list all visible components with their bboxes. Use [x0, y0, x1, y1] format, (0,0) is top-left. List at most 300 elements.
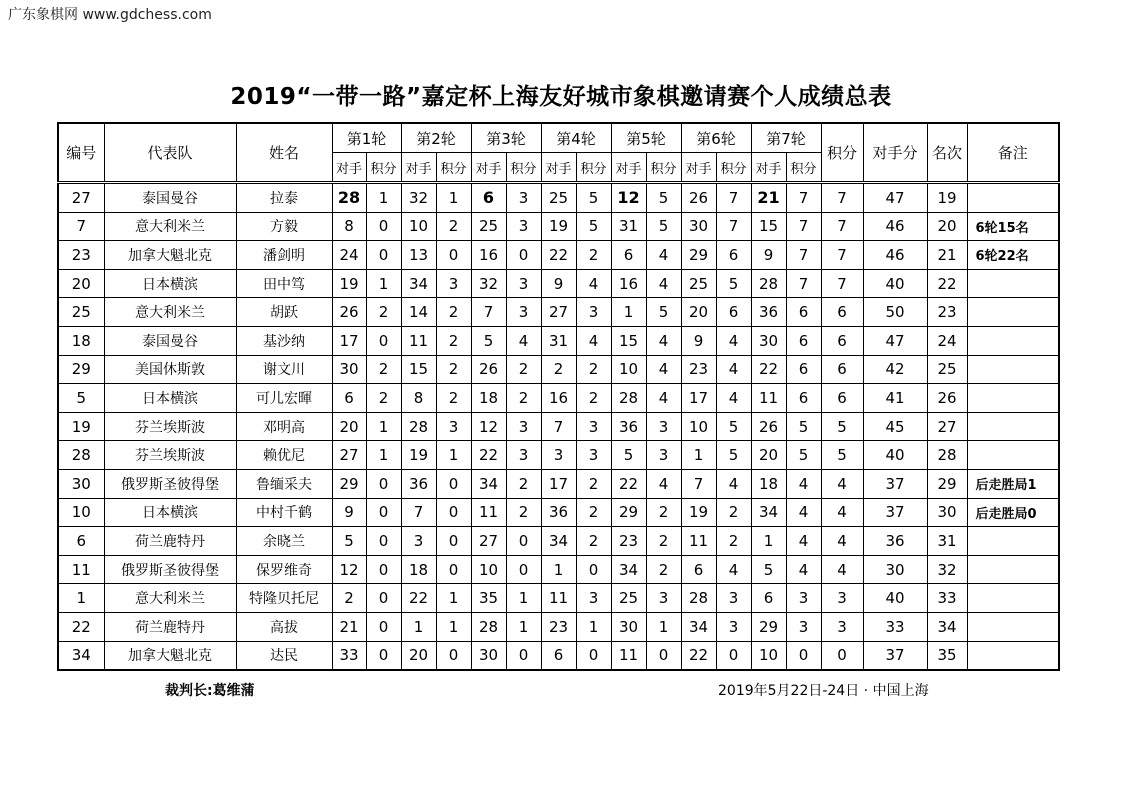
team-name: 俄罗斯圣彼得堡	[104, 555, 236, 584]
round-1-opponent: 5	[332, 527, 366, 556]
rank: 29	[927, 469, 967, 498]
total-points: 5	[821, 412, 863, 441]
round-1-points: 0	[366, 469, 401, 498]
round-3-opponent: 27	[471, 527, 506, 556]
round-5-opponent: 25	[611, 584, 646, 613]
round-3-opponent: 22	[471, 441, 506, 470]
header-pts-r7: 积分	[786, 153, 821, 183]
round-6-points: 6	[716, 298, 751, 327]
round-1-points: 0	[366, 212, 401, 241]
round-6-opponent: 6	[681, 555, 716, 584]
rank: 31	[927, 527, 967, 556]
round-6-points: 0	[716, 641, 751, 670]
team-name: 美国休斯敦	[104, 355, 236, 384]
round-3-opponent: 30	[471, 641, 506, 670]
total-points: 0	[821, 641, 863, 670]
round-2-opponent: 19	[401, 441, 436, 470]
table-row	[58, 441, 1059, 470]
rank: 26	[927, 384, 967, 413]
round-7-opponent: 30	[751, 326, 786, 355]
round-3-opponent: 5	[471, 326, 506, 355]
table-row	[58, 498, 1059, 527]
opponent-score: 46	[863, 241, 927, 270]
total-points: 7	[821, 212, 863, 241]
total-points: 5	[821, 441, 863, 470]
round-7-points: 4	[786, 555, 821, 584]
round-4-opponent: 3	[541, 441, 576, 470]
table-row	[58, 183, 1059, 213]
round-2-opponent: 15	[401, 355, 436, 384]
round-5-opponent: 16	[611, 269, 646, 298]
team-name: 泰国曼谷	[104, 183, 236, 213]
player-no: 22	[58, 612, 104, 641]
round-1-opponent: 26	[332, 298, 366, 327]
round-6-opponent: 10	[681, 412, 716, 441]
round-7-points: 4	[786, 469, 821, 498]
round-7-opponent: 9	[751, 241, 786, 270]
round-6-points: 6	[716, 241, 751, 270]
round-1-points: 1	[366, 441, 401, 470]
player-name: 中村千鹤	[236, 498, 332, 527]
results-table	[57, 122, 1060, 671]
table-row	[58, 298, 1059, 327]
round-6-opponent: 20	[681, 298, 716, 327]
round-7-opponent: 5	[751, 555, 786, 584]
round-5-opponent: 22	[611, 469, 646, 498]
round-2-opponent: 1	[401, 612, 436, 641]
round-1-opponent: 27	[332, 441, 366, 470]
team-name: 加拿大魁北克	[104, 241, 236, 270]
round-2-opponent: 11	[401, 326, 436, 355]
round-6-points: 7	[716, 212, 751, 241]
total-points: 4	[821, 555, 863, 584]
round-1-opponent: 2	[332, 584, 366, 613]
note	[967, 326, 1059, 355]
round-6-points: 5	[716, 441, 751, 470]
player-no: 5	[58, 384, 104, 413]
round-2-opponent: 7	[401, 498, 436, 527]
player-no: 29	[58, 355, 104, 384]
round-2-opponent: 22	[401, 584, 436, 613]
round-1-points: 2	[366, 355, 401, 384]
player-name: 潘剑明	[236, 241, 332, 270]
header-opp-r1: 对手	[332, 153, 366, 183]
round-2-points: 1	[436, 183, 471, 213]
total-points: 4	[821, 469, 863, 498]
opponent-score: 42	[863, 355, 927, 384]
round-7-points: 4	[786, 498, 821, 527]
note	[967, 584, 1059, 613]
round-5-points: 1	[646, 612, 681, 641]
round-2-points: 2	[436, 384, 471, 413]
round-7-opponent: 10	[751, 641, 786, 670]
rank: 25	[927, 355, 967, 384]
round-3-opponent: 18	[471, 384, 506, 413]
round-4-opponent: 16	[541, 384, 576, 413]
round-6-opponent: 1	[681, 441, 716, 470]
round-4-points: 3	[576, 441, 611, 470]
round-1-opponent: 29	[332, 469, 366, 498]
round-6-opponent: 9	[681, 326, 716, 355]
round-3-points: 3	[506, 412, 541, 441]
round-5-opponent: 15	[611, 326, 646, 355]
note	[967, 183, 1059, 213]
round-1-points: 1	[366, 412, 401, 441]
round-4-opponent: 27	[541, 298, 576, 327]
round-7-opponent: 18	[751, 469, 786, 498]
header-pts-r2: 积分	[436, 153, 471, 183]
note: 6轮22名	[967, 241, 1059, 270]
round-3-opponent: 28	[471, 612, 506, 641]
total-points: 4	[821, 527, 863, 556]
round-2-opponent: 32	[401, 183, 436, 213]
player-name: 特隆贝托尼	[236, 584, 332, 613]
round-2-points: 2	[436, 326, 471, 355]
site-watermark: 广东象棋网 www.gdchess.com	[8, 7, 212, 23]
round-4-points: 2	[576, 469, 611, 498]
round-6-opponent: 7	[681, 469, 716, 498]
rank: 28	[927, 441, 967, 470]
round-4-points: 1	[576, 612, 611, 641]
round-1-points: 1	[366, 269, 401, 298]
note: 6轮15名	[967, 212, 1059, 241]
round-4-points: 5	[576, 183, 611, 213]
header-rank: 名次	[927, 123, 967, 183]
team-name: 荷兰鹿特丹	[104, 612, 236, 641]
note	[967, 298, 1059, 327]
round-5-opponent: 28	[611, 384, 646, 413]
round-6-points: 4	[716, 326, 751, 355]
table-row	[58, 412, 1059, 441]
round-2-points: 2	[436, 298, 471, 327]
note: 后走胜局0	[967, 498, 1059, 527]
round-5-opponent: 29	[611, 498, 646, 527]
player-name: 达民	[236, 641, 332, 670]
round-5-points: 0	[646, 641, 681, 670]
opponent-score: 37	[863, 641, 927, 670]
total-points: 7	[821, 269, 863, 298]
header-no: 编号	[58, 123, 104, 183]
player-no: 18	[58, 326, 104, 355]
round-1-opponent: 24	[332, 241, 366, 270]
round-5-opponent: 31	[611, 212, 646, 241]
round-2-points: 0	[436, 555, 471, 584]
header-round-7: 第7轮	[751, 123, 821, 153]
round-5-points: 5	[646, 183, 681, 213]
round-1-points: 0	[366, 527, 401, 556]
total-points: 6	[821, 298, 863, 327]
header-round-6: 第6轮	[681, 123, 751, 153]
round-2-opponent: 14	[401, 298, 436, 327]
player-name: 高拔	[236, 612, 332, 641]
player-no: 23	[58, 241, 104, 270]
note	[967, 355, 1059, 384]
player-name: 邓明高	[236, 412, 332, 441]
round-1-points: 0	[366, 584, 401, 613]
round-7-opponent: 28	[751, 269, 786, 298]
round-5-points: 2	[646, 555, 681, 584]
round-2-opponent: 20	[401, 641, 436, 670]
rank: 34	[927, 612, 967, 641]
opponent-score: 36	[863, 527, 927, 556]
round-5-opponent: 23	[611, 527, 646, 556]
round-7-opponent: 26	[751, 412, 786, 441]
round-6-points: 7	[716, 183, 751, 213]
round-4-points: 2	[576, 498, 611, 527]
round-4-points: 4	[576, 269, 611, 298]
round-4-opponent: 9	[541, 269, 576, 298]
round-6-points: 3	[716, 584, 751, 613]
rank: 20	[927, 212, 967, 241]
round-3-points: 0	[506, 241, 541, 270]
round-2-opponent: 34	[401, 269, 436, 298]
round-4-opponent: 1	[541, 555, 576, 584]
round-2-points: 3	[436, 412, 471, 441]
opponent-score: 47	[863, 326, 927, 355]
player-no: 34	[58, 641, 104, 670]
round-4-points: 3	[576, 412, 611, 441]
round-6-opponent: 29	[681, 241, 716, 270]
round-5-points: 3	[646, 412, 681, 441]
round-4-points: 2	[576, 355, 611, 384]
round-2-opponent: 28	[401, 412, 436, 441]
round-4-opponent: 34	[541, 527, 576, 556]
round-4-opponent: 31	[541, 326, 576, 355]
table-row	[58, 555, 1059, 584]
rank: 27	[927, 412, 967, 441]
player-no: 30	[58, 469, 104, 498]
header-opp-r4: 对手	[541, 153, 576, 183]
round-3-points: 0	[506, 641, 541, 670]
round-1-opponent: 8	[332, 212, 366, 241]
round-3-points: 3	[506, 441, 541, 470]
round-2-opponent: 10	[401, 212, 436, 241]
opponent-score: 37	[863, 498, 927, 527]
round-6-opponent: 11	[681, 527, 716, 556]
round-1-opponent: 12	[332, 555, 366, 584]
round-3-opponent: 11	[471, 498, 506, 527]
round-4-points: 4	[576, 326, 611, 355]
round-4-opponent: 22	[541, 241, 576, 270]
round-4-opponent: 23	[541, 612, 576, 641]
round-5-opponent: 11	[611, 641, 646, 670]
round-1-points: 0	[366, 641, 401, 670]
round-2-points: 3	[436, 269, 471, 298]
table-row	[58, 355, 1059, 384]
round-6-opponent: 34	[681, 612, 716, 641]
team-name: 日本横滨	[104, 384, 236, 413]
total-points: 4	[821, 498, 863, 527]
round-7-points: 4	[786, 527, 821, 556]
round-5-opponent: 30	[611, 612, 646, 641]
player-name: 余晓兰	[236, 527, 332, 556]
total-points: 7	[821, 241, 863, 270]
opponent-score: 33	[863, 612, 927, 641]
round-4-opponent: 36	[541, 498, 576, 527]
rank: 22	[927, 269, 967, 298]
round-3-opponent: 35	[471, 584, 506, 613]
round-2-points: 2	[436, 212, 471, 241]
team-name: 意大利米兰	[104, 298, 236, 327]
round-6-opponent: 30	[681, 212, 716, 241]
round-1-opponent: 17	[332, 326, 366, 355]
round-1-opponent: 21	[332, 612, 366, 641]
round-2-opponent: 18	[401, 555, 436, 584]
round-5-points: 3	[646, 441, 681, 470]
round-1-opponent: 9	[332, 498, 366, 527]
round-4-points: 2	[576, 241, 611, 270]
table-row	[58, 641, 1059, 670]
round-6-opponent: 17	[681, 384, 716, 413]
rank: 33	[927, 584, 967, 613]
round-4-opponent: 2	[541, 355, 576, 384]
opponent-score: 47	[863, 183, 927, 213]
player-name: 胡跃	[236, 298, 332, 327]
note	[967, 527, 1059, 556]
round-5-points: 5	[646, 298, 681, 327]
round-4-points: 2	[576, 527, 611, 556]
player-name: 可儿宏暉	[236, 384, 332, 413]
header-round-4: 第4轮	[541, 123, 611, 153]
round-1-opponent: 28	[332, 183, 366, 213]
round-1-points: 0	[366, 612, 401, 641]
player-name: 鲁缅采夫	[236, 469, 332, 498]
note	[967, 269, 1059, 298]
round-2-points: 0	[436, 469, 471, 498]
round-1-opponent: 20	[332, 412, 366, 441]
round-7-points: 3	[786, 612, 821, 641]
round-6-points: 5	[716, 412, 751, 441]
round-7-points: 5	[786, 441, 821, 470]
player-no: 1	[58, 584, 104, 613]
round-3-points: 4	[506, 326, 541, 355]
header-round-5: 第5轮	[611, 123, 681, 153]
header-opp-r7: 对手	[751, 153, 786, 183]
round-6-points: 2	[716, 527, 751, 556]
header-name: 姓名	[236, 123, 332, 183]
round-6-points: 3	[716, 612, 751, 641]
round-3-opponent: 10	[471, 555, 506, 584]
player-no: 25	[58, 298, 104, 327]
header-opp-r2: 对手	[401, 153, 436, 183]
rank: 30	[927, 498, 967, 527]
opponent-score: 40	[863, 441, 927, 470]
round-1-points: 2	[366, 384, 401, 413]
round-1-opponent: 6	[332, 384, 366, 413]
opponent-score: 40	[863, 269, 927, 298]
round-3-points: 2	[506, 384, 541, 413]
note	[967, 384, 1059, 413]
player-no: 28	[58, 441, 104, 470]
round-2-opponent: 8	[401, 384, 436, 413]
round-4-points: 5	[576, 212, 611, 241]
round-6-opponent: 26	[681, 183, 716, 213]
round-7-opponent: 1	[751, 527, 786, 556]
round-5-points: 2	[646, 498, 681, 527]
team-name: 加拿大魁北克	[104, 641, 236, 670]
player-no: 20	[58, 269, 104, 298]
player-name: 田中笃	[236, 269, 332, 298]
round-1-points: 2	[366, 298, 401, 327]
round-6-opponent: 22	[681, 641, 716, 670]
rank: 21	[927, 241, 967, 270]
round-2-points: 0	[436, 527, 471, 556]
round-3-points: 0	[506, 527, 541, 556]
total-points: 7	[821, 183, 863, 213]
round-5-opponent: 5	[611, 441, 646, 470]
round-3-points: 1	[506, 584, 541, 613]
player-no: 7	[58, 212, 104, 241]
team-name: 意大利米兰	[104, 212, 236, 241]
team-name: 芬兰埃斯波	[104, 412, 236, 441]
referee-label: 裁判长:葛维蒲	[165, 683, 255, 699]
total-points: 6	[821, 355, 863, 384]
round-5-opponent: 34	[611, 555, 646, 584]
round-4-points: 2	[576, 384, 611, 413]
round-7-points: 6	[786, 298, 821, 327]
round-7-opponent: 21	[751, 183, 786, 213]
round-7-points: 6	[786, 355, 821, 384]
round-2-points: 1	[436, 612, 471, 641]
table-row	[58, 469, 1059, 498]
round-5-opponent: 12	[611, 183, 646, 213]
header-round-1: 第1轮	[332, 123, 401, 153]
header-total: 积分	[821, 123, 863, 183]
player-no: 6	[58, 527, 104, 556]
page-title: 2019“一带一路”嘉定杯上海友好城市象棋邀请赛个人成绩总表	[230, 84, 892, 110]
round-3-points: 2	[506, 355, 541, 384]
round-4-opponent: 25	[541, 183, 576, 213]
round-6-points: 5	[716, 269, 751, 298]
round-5-opponent: 1	[611, 298, 646, 327]
header-opp-r6: 对手	[681, 153, 716, 183]
round-5-opponent: 6	[611, 241, 646, 270]
team-name: 泰国曼谷	[104, 326, 236, 355]
round-2-opponent: 3	[401, 527, 436, 556]
round-6-points: 4	[716, 355, 751, 384]
note	[967, 641, 1059, 670]
round-3-opponent: 16	[471, 241, 506, 270]
table-row	[58, 384, 1059, 413]
round-1-points: 1	[366, 183, 401, 213]
team-name: 意大利米兰	[104, 584, 236, 613]
round-5-points: 4	[646, 469, 681, 498]
header-pts-r6: 积分	[716, 153, 751, 183]
round-7-points: 5	[786, 412, 821, 441]
round-3-points: 1	[506, 612, 541, 641]
player-no: 11	[58, 555, 104, 584]
team-name: 俄罗斯圣彼得堡	[104, 469, 236, 498]
round-6-points: 4	[716, 384, 751, 413]
round-6-opponent: 25	[681, 269, 716, 298]
round-5-opponent: 10	[611, 355, 646, 384]
table-row	[58, 241, 1059, 270]
player-no: 27	[58, 183, 104, 213]
table-row	[58, 584, 1059, 613]
round-6-opponent: 23	[681, 355, 716, 384]
round-5-points: 4	[646, 384, 681, 413]
round-3-opponent: 25	[471, 212, 506, 241]
round-1-points: 0	[366, 326, 401, 355]
header-pts-r3: 积分	[506, 153, 541, 183]
round-4-points: 0	[576, 555, 611, 584]
round-5-points: 4	[646, 269, 681, 298]
round-1-opponent: 33	[332, 641, 366, 670]
round-1-points: 0	[366, 241, 401, 270]
player-name: 保罗维奇	[236, 555, 332, 584]
round-7-opponent: 15	[751, 212, 786, 241]
round-4-opponent: 7	[541, 412, 576, 441]
